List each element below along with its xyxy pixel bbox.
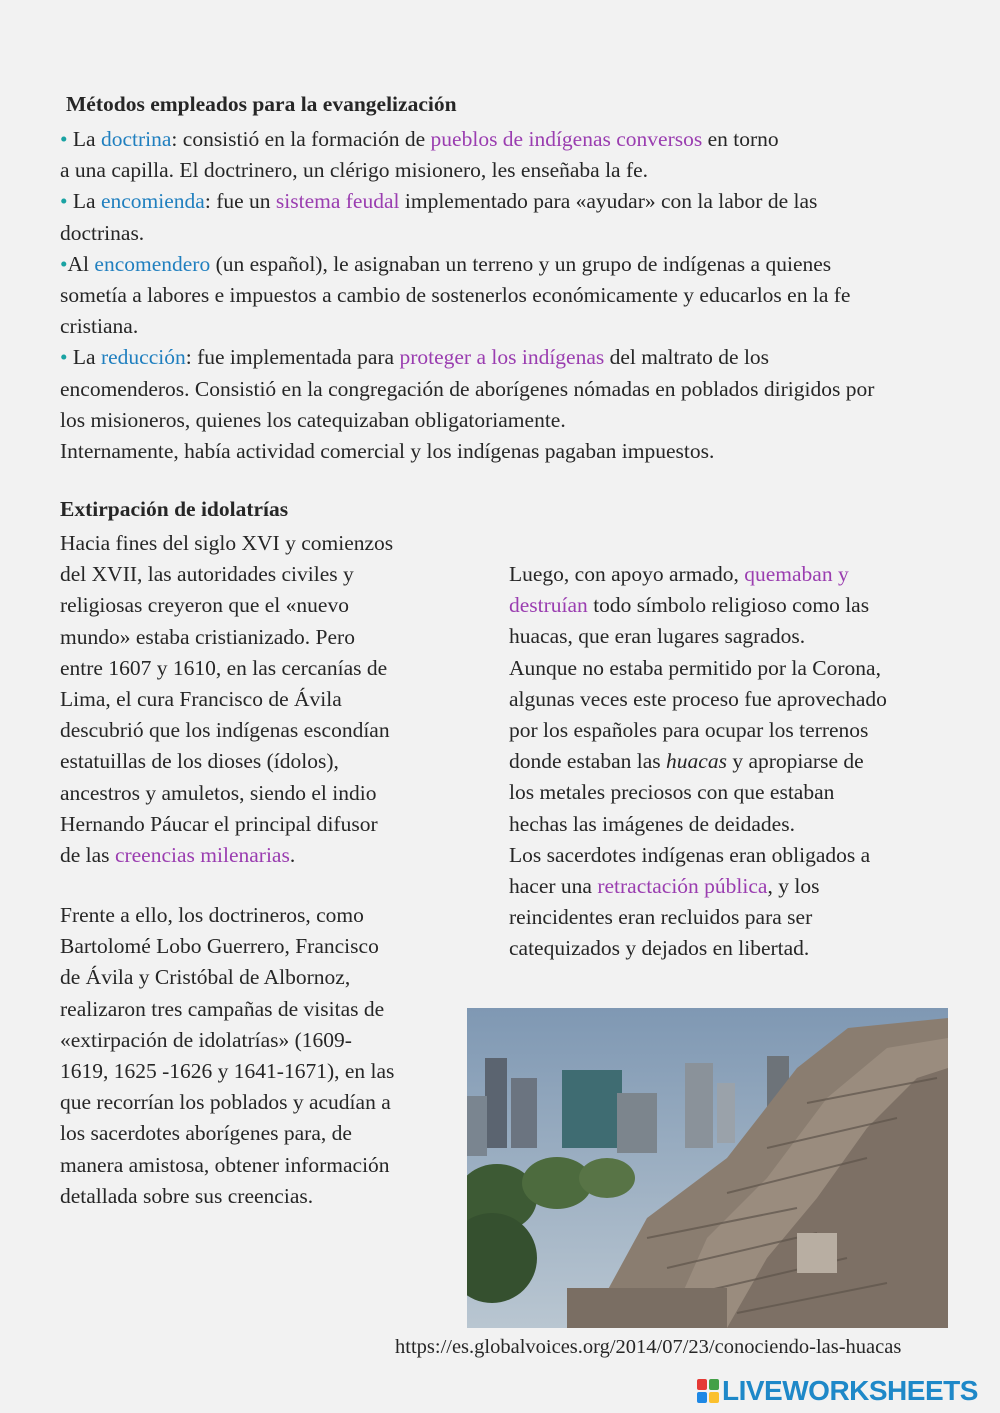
liveworksheets-logo <box>697 1375 978 1407</box>
text: (un español), le asignaban un terreno y un grupo de indígenas a quienes <box>210 251 832 276</box>
text-line: los sacerdotes aborígenes para, de <box>60 1121 352 1146</box>
term-creencias: creencias milenarias <box>114 843 290 868</box>
bullet-dot: • <box>60 345 68 370</box>
text-line: Hacia fines del siglo XVI y comienzos <box>60 531 394 555</box>
text: . <box>289 843 296 868</box>
term-pueblos: pueblos de indígenas conversos <box>430 127 703 151</box>
text-line: 1619, 1625 -1626 y 1641-1671), en las <box>60 1059 395 1084</box>
text: todo símbolo religioso como las <box>587 593 870 618</box>
text: : consistió en la formación de <box>171 127 431 151</box>
text-line: reincidentes eran recluidos para ser <box>509 905 813 930</box>
huaca-photo <box>467 1008 948 1328</box>
text: Al <box>67 251 95 276</box>
text: La <box>67 345 101 370</box>
text-line: Lima, el cura Francisco de Ávila <box>60 687 342 712</box>
bullet-doctrina <box>60 124 960 155</box>
text-line: Bartolomé Lobo Guerrero, Francisco <box>60 934 379 959</box>
logo-grid-icon <box>697 1379 719 1403</box>
section2-title: Extirpación de idolatrías <box>60 497 289 521</box>
text-line: los metales preciosos con que estaban <box>509 780 835 805</box>
bullet-encomendero <box>60 249 960 280</box>
text-line <box>509 559 949 590</box>
text-line: de Ávila y Cristóbal de Albornoz, <box>60 965 351 990</box>
text-line: Internamente, había actividad comercial y los indígenas pagaban impuestos. <box>60 439 715 464</box>
text-line: doctrinas. <box>60 220 145 245</box>
text-line: ancestros y amuletos, siendo el indio <box>60 780 377 805</box>
term-sistema-feudal: sistema feudal <box>275 189 400 214</box>
text-line: a una capilla. El doctrinero, un clérigo misionero, les enseñaba la fe. <box>60 158 649 183</box>
text-line: del XVII, las autoridades civiles y <box>60 562 354 587</box>
text-line: huacas, que eran lugares sagrados. <box>509 624 806 649</box>
text-line: descubrió que los indígenas escondían <box>60 718 390 743</box>
term-encomienda: encomienda <box>100 189 205 214</box>
text: en torno <box>702 127 779 151</box>
left-column-paragraph1 <box>60 528 440 871</box>
text-line: «extirpación de idolatrías» (1609- <box>60 1027 352 1052</box>
text-line: mundo» estaba cristianizado. Pero <box>60 624 355 649</box>
term-doctrina: doctrina <box>100 127 172 151</box>
text: donde estaban las <box>509 749 667 774</box>
right-column <box>509 559 949 965</box>
text-line: realizaron tres campañas de visitas de <box>60 996 385 1021</box>
text-line: cristiana. <box>60 314 139 339</box>
text-line: catequizados y dejados en libertad. <box>509 936 810 961</box>
text-line <box>509 746 949 777</box>
text: : fue un <box>204 189 276 214</box>
text: La <box>67 127 101 151</box>
text-line <box>509 871 949 902</box>
section1-body <box>60 124 960 467</box>
text-line: algunas veces este proceso fue aprovechado <box>509 686 887 711</box>
text-line: los misioneros, quienes los catequizaban obligatoriamente. <box>60 407 566 432</box>
text-line: manera amistosa, obtener información <box>60 1152 390 1177</box>
text: : fue implementada para <box>185 345 400 370</box>
text-line: que recorrían los poblados y acudían a <box>60 1090 391 1115</box>
section1-title: Métodos empleados para la evangelización <box>66 92 457 116</box>
text-line: Frente a ello, los doctrineros, como <box>60 903 364 927</box>
term-retractacion: retractación pública <box>597 874 768 899</box>
text: hacer una <box>509 874 598 899</box>
text: implementado para «ayudar» con la labor de las <box>399 189 818 214</box>
huaca-photo-illustration <box>467 1008 948 1328</box>
term-destruian: destruían <box>509 593 588 618</box>
text-line: sometía a labores e impuestos a cambio de sostenerlos económicamente y educarlos en la fe <box>60 283 851 308</box>
bullet-dot: • <box>60 189 68 214</box>
image-source-caption: https://es.globalvoices.org/2014/07/23/conociendo-las-huacas <box>395 1336 902 1358</box>
text-line: Aunque no estaba permitido por la Corona, <box>509 655 881 680</box>
text-line: entre 1607 y 1610, en las cercanías de <box>60 655 388 680</box>
text-line: Los sacerdotes indígenas eran obligados a <box>509 842 871 867</box>
text-line: por los españoles para ocupar los terrenos <box>509 718 869 743</box>
text: del maltrato de los <box>604 345 770 370</box>
text-line <box>509 590 949 621</box>
term-quemaban: quemaban y <box>744 562 849 586</box>
bullet-reduccion <box>60 342 960 373</box>
term-encomendero: encomendero <box>94 251 211 276</box>
term-reduccion: reducción <box>100 345 186 370</box>
term-proteger: proteger a los indígenas <box>399 345 605 370</box>
bullet-dot: • <box>60 251 68 276</box>
text-line: detallada sobre sus creencias. <box>60 1183 314 1208</box>
text: y apropiarse de <box>726 749 864 774</box>
text-line: hechas las imágenes de deidades. <box>509 811 795 836</box>
italic-huacas: huacas <box>666 749 727 774</box>
text: Luego, con apoyo armado, <box>509 562 745 586</box>
text-line: estatuillas de los dioses (ídolos), <box>60 749 339 774</box>
text-line: Hernando Páucar el principal difusor <box>60 811 378 836</box>
text: La <box>67 189 101 214</box>
text: de las <box>60 843 115 868</box>
bullet-dot: • <box>60 127 68 151</box>
left-column-paragraph2 <box>60 900 440 1212</box>
text-line: religiosas creyeron que el «nuevo <box>60 593 349 618</box>
text: , y los <box>767 874 820 899</box>
text-line <box>60 840 440 871</box>
bullet-encomienda <box>60 186 960 217</box>
text-line: encomenderos. Consistió en la congregación de aborígenes nómadas en poblados dirigidos por <box>60 376 875 401</box>
logo-text: LIVEWORKSHEETS <box>722 1375 978 1406</box>
